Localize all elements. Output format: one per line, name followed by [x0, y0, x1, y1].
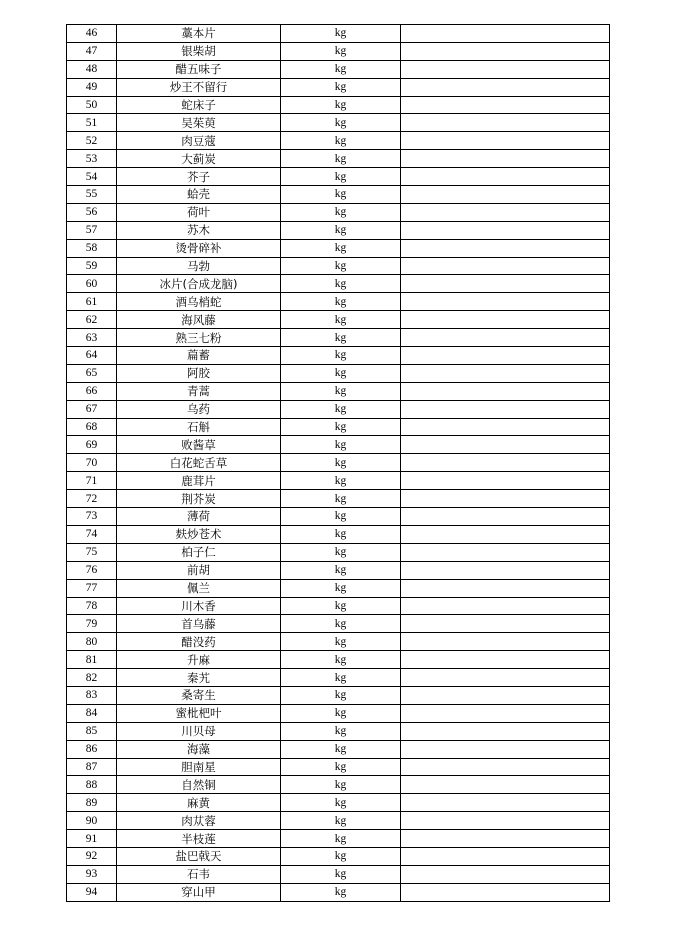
herb-name-cell: 川贝母	[117, 722, 281, 740]
row-number-cell: 72	[67, 490, 117, 508]
note-cell	[401, 794, 610, 812]
note-cell	[401, 669, 610, 687]
unit-cell: kg	[281, 168, 401, 186]
herb-name-cell: 乌药	[117, 400, 281, 418]
note-cell	[401, 865, 610, 883]
table-row	[67, 865, 610, 883]
table-row	[67, 42, 610, 60]
table-row	[67, 508, 610, 526]
herb-name-cell: 秦艽	[117, 669, 281, 687]
unit-cell: kg	[281, 847, 401, 865]
table-row	[67, 830, 610, 848]
unit-cell: kg	[281, 508, 401, 526]
herb-name-cell: 白花蛇舌草	[117, 454, 281, 472]
row-number-cell: 50	[67, 96, 117, 114]
unit-cell: kg	[281, 525, 401, 543]
table-row	[67, 221, 610, 239]
table-row	[67, 597, 610, 615]
row-number-cell: 59	[67, 257, 117, 275]
unit-cell: kg	[281, 132, 401, 150]
herb-name-cell: 首乌藤	[117, 615, 281, 633]
note-cell	[401, 25, 610, 43]
row-number-cell: 62	[67, 311, 117, 329]
row-number-cell: 76	[67, 561, 117, 579]
note-cell	[401, 561, 610, 579]
unit-cell: kg	[281, 883, 401, 901]
unit-cell: kg	[281, 382, 401, 400]
table-row	[67, 311, 610, 329]
unit-cell: kg	[281, 150, 401, 168]
row-number-cell: 46	[67, 25, 117, 43]
herb-table-body	[67, 25, 610, 902]
row-number-cell: 93	[67, 865, 117, 883]
herb-name-cell: 薄荷	[117, 508, 281, 526]
table-row	[67, 615, 610, 633]
note-cell	[401, 132, 610, 150]
row-number-cell: 84	[67, 704, 117, 722]
note-cell	[401, 686, 610, 704]
unit-cell: kg	[281, 615, 401, 633]
table-row	[67, 579, 610, 597]
row-number-cell: 66	[67, 382, 117, 400]
unit-cell: kg	[281, 42, 401, 60]
unit-cell: kg	[281, 454, 401, 472]
note-cell	[401, 615, 610, 633]
herb-table	[66, 24, 610, 902]
note-cell	[401, 114, 610, 132]
herb-name-cell: 前胡	[117, 561, 281, 579]
row-number-cell: 60	[67, 275, 117, 293]
row-number-cell: 67	[67, 400, 117, 418]
note-cell	[401, 597, 610, 615]
unit-cell: kg	[281, 472, 401, 490]
row-number-cell: 73	[67, 508, 117, 526]
row-number-cell: 53	[67, 150, 117, 168]
table-row	[67, 293, 610, 311]
note-cell	[401, 883, 610, 901]
row-number-cell: 88	[67, 776, 117, 794]
note-cell	[401, 78, 610, 96]
note-cell	[401, 508, 610, 526]
unit-cell: kg	[281, 239, 401, 257]
note-cell	[401, 311, 610, 329]
herb-name-cell: 银柴胡	[117, 42, 281, 60]
unit-cell: kg	[281, 490, 401, 508]
herb-name-cell: 醋五味子	[117, 60, 281, 78]
row-number-cell: 90	[67, 812, 117, 830]
note-cell	[401, 633, 610, 651]
table-row	[67, 847, 610, 865]
note-cell	[401, 490, 610, 508]
table-row	[67, 561, 610, 579]
unit-cell: kg	[281, 704, 401, 722]
unit-cell: kg	[281, 722, 401, 740]
table-row	[67, 114, 610, 132]
unit-cell: kg	[281, 758, 401, 776]
note-cell	[401, 830, 610, 848]
table-row	[67, 722, 610, 740]
note-cell	[401, 758, 610, 776]
unit-cell: kg	[281, 561, 401, 579]
note-cell	[401, 42, 610, 60]
note-cell	[401, 257, 610, 275]
unit-cell: kg	[281, 436, 401, 454]
unit-cell: kg	[281, 364, 401, 382]
note-cell	[401, 472, 610, 490]
herb-name-cell: 烫骨碎补	[117, 239, 281, 257]
table-row	[67, 186, 610, 204]
table-row	[67, 525, 610, 543]
herb-name-cell: 吴茱萸	[117, 114, 281, 132]
unit-cell: kg	[281, 293, 401, 311]
herb-name-cell: 芥子	[117, 168, 281, 186]
unit-cell: kg	[281, 669, 401, 687]
note-cell	[401, 740, 610, 758]
table-row	[67, 758, 610, 776]
note-cell	[401, 275, 610, 293]
row-number-cell: 65	[67, 364, 117, 382]
unit-cell: kg	[281, 830, 401, 848]
unit-cell: kg	[281, 651, 401, 669]
herb-name-cell: 肉苁蓉	[117, 812, 281, 830]
note-cell	[401, 239, 610, 257]
note-cell	[401, 812, 610, 830]
herb-name-cell: 冰片(合成龙脑)	[117, 275, 281, 293]
row-number-cell: 68	[67, 418, 117, 436]
unit-cell: kg	[281, 597, 401, 615]
table-row	[67, 436, 610, 454]
herb-name-cell: 半枝莲	[117, 830, 281, 848]
row-number-cell: 49	[67, 78, 117, 96]
row-number-cell: 54	[67, 168, 117, 186]
herb-name-cell: 萹蓄	[117, 347, 281, 365]
table-row	[67, 132, 610, 150]
herb-name-cell: 海藻	[117, 740, 281, 758]
row-number-cell: 69	[67, 436, 117, 454]
row-number-cell: 71	[67, 472, 117, 490]
row-number-cell: 47	[67, 42, 117, 60]
row-number-cell: 86	[67, 740, 117, 758]
unit-cell: kg	[281, 633, 401, 651]
row-number-cell: 51	[67, 114, 117, 132]
herb-name-cell: 酒乌梢蛇	[117, 293, 281, 311]
row-number-cell: 57	[67, 221, 117, 239]
unit-cell: kg	[281, 865, 401, 883]
table-row	[67, 25, 610, 43]
herb-name-cell: 石斛	[117, 418, 281, 436]
table-row	[67, 418, 610, 436]
table-row	[67, 686, 610, 704]
table-row	[67, 400, 610, 418]
note-cell	[401, 543, 610, 561]
row-number-cell: 91	[67, 830, 117, 848]
unit-cell: kg	[281, 812, 401, 830]
row-number-cell: 52	[67, 132, 117, 150]
row-number-cell: 87	[67, 758, 117, 776]
table-row	[67, 812, 610, 830]
unit-cell: kg	[281, 686, 401, 704]
unit-cell: kg	[281, 418, 401, 436]
unit-cell: kg	[281, 186, 401, 204]
row-number-cell: 83	[67, 686, 117, 704]
table-row	[67, 669, 610, 687]
note-cell	[401, 168, 610, 186]
row-number-cell: 74	[67, 525, 117, 543]
table-row	[67, 150, 610, 168]
unit-cell: kg	[281, 221, 401, 239]
row-number-cell: 77	[67, 579, 117, 597]
unit-cell: kg	[281, 96, 401, 114]
table-row	[67, 651, 610, 669]
table-row	[67, 168, 610, 186]
row-number-cell: 75	[67, 543, 117, 561]
table-row	[67, 883, 610, 901]
herb-name-cell: 阿胶	[117, 364, 281, 382]
herb-name-cell: 马勃	[117, 257, 281, 275]
herb-name-cell: 佩兰	[117, 579, 281, 597]
herb-name-cell: 海风藤	[117, 311, 281, 329]
table-row	[67, 275, 610, 293]
row-number-cell: 56	[67, 203, 117, 221]
table-row	[67, 472, 610, 490]
note-cell	[401, 293, 610, 311]
herb-name-cell: 桑寄生	[117, 686, 281, 704]
note-cell	[401, 347, 610, 365]
note-cell	[401, 418, 610, 436]
herb-name-cell: 炒王不留行	[117, 78, 281, 96]
herb-name-cell: 胆南星	[117, 758, 281, 776]
note-cell	[401, 847, 610, 865]
herb-name-cell: 穿山甲	[117, 883, 281, 901]
table-row	[67, 239, 610, 257]
herb-name-cell: 麸炒苍术	[117, 525, 281, 543]
herb-name-cell: 青蒿	[117, 382, 281, 400]
herb-name-cell: 苏木	[117, 221, 281, 239]
row-number-cell: 82	[67, 669, 117, 687]
note-cell	[401, 150, 610, 168]
herb-name-cell: 熟三七粉	[117, 329, 281, 347]
herb-name-cell: 败酱草	[117, 436, 281, 454]
unit-cell: kg	[281, 25, 401, 43]
note-cell	[401, 454, 610, 472]
note-cell	[401, 329, 610, 347]
note-cell	[401, 382, 610, 400]
unit-cell: kg	[281, 275, 401, 293]
unit-cell: kg	[281, 329, 401, 347]
table-row	[67, 704, 610, 722]
table-row	[67, 543, 610, 561]
note-cell	[401, 60, 610, 78]
herb-name-cell: 升麻	[117, 651, 281, 669]
note-cell	[401, 651, 610, 669]
row-number-cell: 81	[67, 651, 117, 669]
herb-name-cell: 荆芥炭	[117, 490, 281, 508]
note-cell	[401, 776, 610, 794]
note-cell	[401, 579, 610, 597]
herb-name-cell: 川木香	[117, 597, 281, 615]
herb-name-cell: 麻黄	[117, 794, 281, 812]
unit-cell: kg	[281, 257, 401, 275]
table-row	[67, 364, 610, 382]
herb-name-cell: 荷叶	[117, 203, 281, 221]
note-cell	[401, 704, 610, 722]
note-cell	[401, 203, 610, 221]
row-number-cell: 94	[67, 883, 117, 901]
row-number-cell: 63	[67, 329, 117, 347]
unit-cell: kg	[281, 311, 401, 329]
herb-name-cell: 蛇床子	[117, 96, 281, 114]
table-row	[67, 96, 610, 114]
table-row	[67, 740, 610, 758]
table-row	[67, 633, 610, 651]
unit-cell: kg	[281, 579, 401, 597]
note-cell	[401, 436, 610, 454]
row-number-cell: 64	[67, 347, 117, 365]
herb-name-cell: 醋没药	[117, 633, 281, 651]
row-number-cell: 78	[67, 597, 117, 615]
unit-cell: kg	[281, 347, 401, 365]
row-number-cell: 70	[67, 454, 117, 472]
table-row	[67, 347, 610, 365]
row-number-cell: 55	[67, 186, 117, 204]
unit-cell: kg	[281, 78, 401, 96]
herb-name-cell: 藁本片	[117, 25, 281, 43]
row-number-cell: 48	[67, 60, 117, 78]
table-row	[67, 490, 610, 508]
row-number-cell: 80	[67, 633, 117, 651]
herb-name-cell: 自然铜	[117, 776, 281, 794]
herb-name-cell: 鹿茸片	[117, 472, 281, 490]
note-cell	[401, 96, 610, 114]
note-cell	[401, 722, 610, 740]
table-row	[67, 329, 610, 347]
row-number-cell: 92	[67, 847, 117, 865]
table-row	[67, 78, 610, 96]
herb-name-cell: 盐巴戟天	[117, 847, 281, 865]
row-number-cell: 79	[67, 615, 117, 633]
note-cell	[401, 186, 610, 204]
unit-cell: kg	[281, 740, 401, 758]
row-number-cell: 61	[67, 293, 117, 311]
unit-cell: kg	[281, 776, 401, 794]
unit-cell: kg	[281, 400, 401, 418]
table-row	[67, 203, 610, 221]
note-cell	[401, 400, 610, 418]
unit-cell: kg	[281, 203, 401, 221]
table-row	[67, 257, 610, 275]
table-row	[67, 454, 610, 472]
table-row	[67, 60, 610, 78]
note-cell	[401, 364, 610, 382]
herb-name-cell: 石韦	[117, 865, 281, 883]
herb-name-cell: 蛤壳	[117, 186, 281, 204]
row-number-cell: 85	[67, 722, 117, 740]
row-number-cell: 89	[67, 794, 117, 812]
herb-name-cell: 肉豆蔻	[117, 132, 281, 150]
unit-cell: kg	[281, 794, 401, 812]
row-number-cell: 58	[67, 239, 117, 257]
herb-name-cell: 柏子仁	[117, 543, 281, 561]
herb-name-cell: 蜜枇杷叶	[117, 704, 281, 722]
unit-cell: kg	[281, 60, 401, 78]
table-row	[67, 382, 610, 400]
table-row	[67, 794, 610, 812]
table-row	[67, 776, 610, 794]
note-cell	[401, 525, 610, 543]
unit-cell: kg	[281, 543, 401, 561]
note-cell	[401, 221, 610, 239]
herb-name-cell: 大蓟炭	[117, 150, 281, 168]
unit-cell: kg	[281, 114, 401, 132]
